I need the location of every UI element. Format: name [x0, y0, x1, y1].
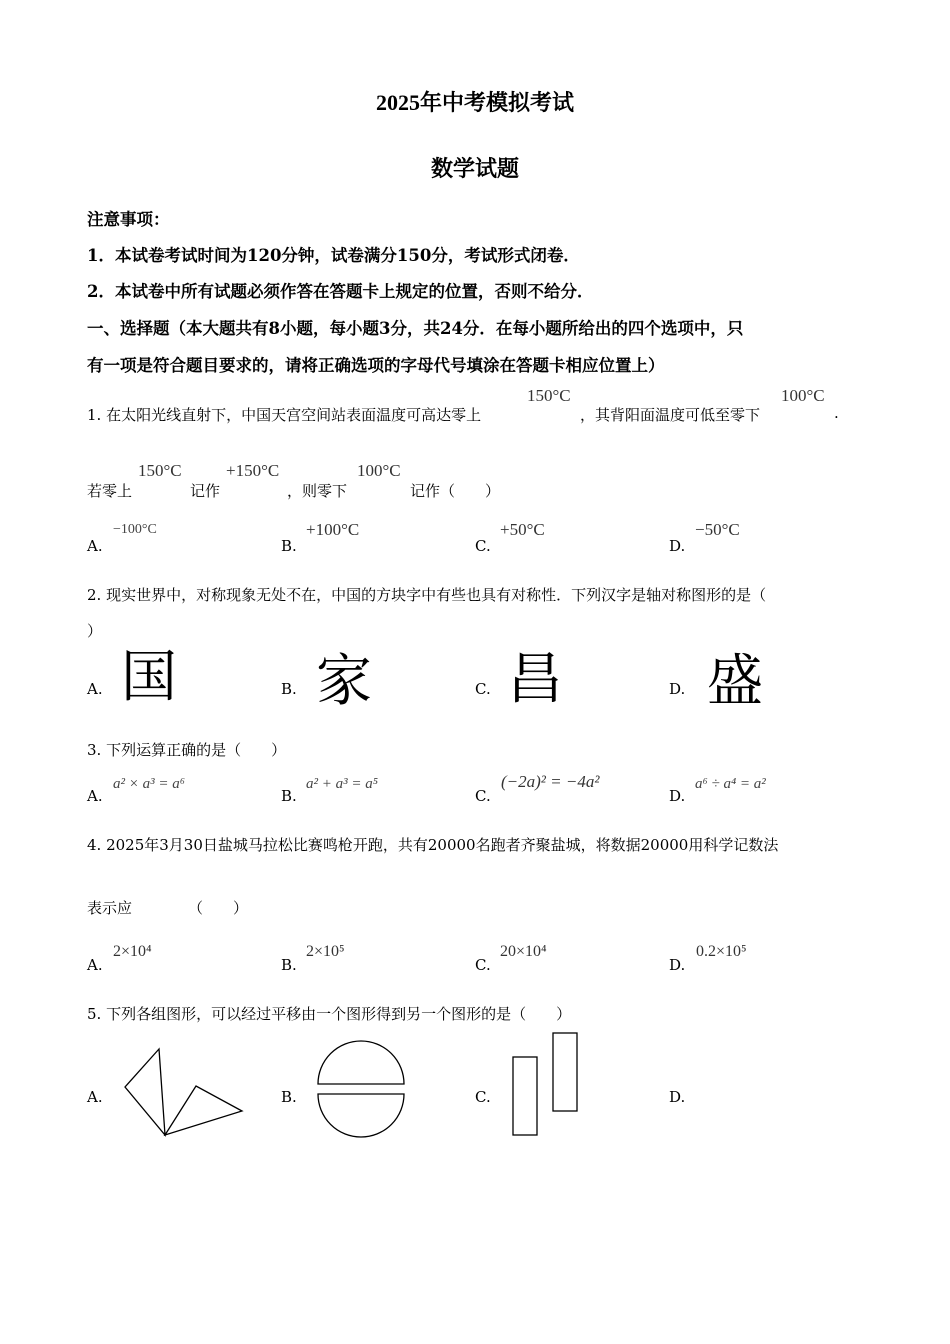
exam-title: 2025年中考模拟考试 — [375, 90, 574, 115]
q1-option-b-value: +100°C — [306, 520, 360, 539]
notice-heading: 注意事项： — [87, 210, 170, 229]
q3-option-a-label[interactable]: A. — [87, 787, 103, 805]
q4-option-c-label[interactable]: C. — [475, 956, 491, 974]
q4-text: 4. 2025年3月30日盐城马拉松比赛鸣枪开跑，共有20000名跑者齐聚盐城，将数据20000用科学记数法 — [87, 836, 779, 854]
q1-line2-c: ，则零下 — [287, 482, 348, 500]
q1-line2-d: 记作（ ） — [410, 482, 501, 500]
q3-option-c-expr: (−2a)² = −4a² — [501, 772, 600, 791]
q2-option-b-label[interactable]: B. — [281, 680, 297, 698]
q2-option-c-label[interactable]: C. — [475, 680, 491, 698]
q5-rectangle-2 — [553, 1033, 577, 1111]
q5-semicircle-bottom — [318, 1094, 404, 1137]
q5-figure-c-rectangles — [508, 1030, 584, 1142]
q1-option-c-label[interactable]: C. — [475, 537, 491, 555]
exam-subtitle: 数学试题 — [430, 156, 519, 181]
q4-option-b-expr: 2×10⁵ — [306, 943, 345, 960]
q2-option-a-char: 国 — [121, 645, 177, 710]
notice-item-1: 1．本试卷考试时间为120分钟，试卷满分150分，考试形式闭卷． — [87, 246, 580, 265]
q5-option-c-label[interactable]: C. — [475, 1088, 491, 1106]
q4-option-a-label[interactable]: A. — [87, 956, 103, 974]
q5-option-d-label[interactable]: D. — [669, 1088, 686, 1106]
q2-option-d-char: 盛 — [707, 649, 763, 714]
q5-triangle-1 — [125, 1049, 165, 1135]
q1-text-c: . — [834, 404, 839, 422]
q1-text-b: ，其背阳面温度可低至零下 — [580, 406, 761, 424]
q5-text: 5. 下列各组图形，可以经过平移由一个图形得到另一个图形的是（ ） — [87, 1005, 572, 1023]
q1-value-4: +150°C — [226, 461, 280, 480]
q5-option-b-label[interactable]: B. — [281, 1088, 297, 1106]
q3-text: 3. 下列运算正确的是（ ） — [87, 741, 287, 759]
q2-option-d-label[interactable]: D. — [669, 680, 686, 698]
q1-line2-a: 若零上 — [87, 482, 133, 500]
q1-option-b-label[interactable]: B. — [281, 537, 297, 555]
q2-option-c-char: 昌 — [507, 647, 563, 712]
notice-item-2: 2．本试卷中所有试题必须作答在答题卡上规定的位置，否则不给分． — [87, 282, 594, 301]
q4-option-a-expr: 2×10⁴ — [113, 943, 152, 960]
q3-option-a-expr: a² × a³ = a⁶ — [113, 776, 185, 792]
q1-option-d-value: −50°C — [695, 520, 740, 539]
q5-triangle-2 — [165, 1086, 242, 1135]
section-heading-line2: 有一项是符合题目要求的，请将正确选项的字母代号填涂在答题卡相应位置上） — [87, 356, 665, 375]
q4-text-2: 表示应 — [87, 899, 133, 917]
q1-value-1: 150°C — [527, 386, 571, 405]
q4-option-b-label[interactable]: B. — [281, 956, 297, 974]
q5-figure-b-split-circle — [314, 1036, 408, 1140]
q2-option-a-label[interactable]: A. — [87, 680, 103, 698]
q1-option-d-label[interactable]: D. — [669, 537, 686, 555]
q5-semicircle-top — [318, 1041, 404, 1084]
q4-option-c-expr: 20×10⁴ — [500, 943, 547, 960]
q1-value-2: 100°C — [781, 386, 825, 405]
q1-line2-b: 记作 — [190, 482, 221, 500]
q4-option-d-expr: 0.2×10⁵ — [696, 943, 747, 960]
section-heading-line1: 一、选择题（本大题共有8小题，每小题3分，共24分．在每小题所给出的四个选项中，只 — [87, 319, 744, 338]
q2-text: 2. 现实世界中，对称现象无处不在，中国的方块字中有些也具有对称性．下列汉字是轴对称图形的是（ — [87, 586, 767, 604]
q3-option-d-label[interactable]: D. — [669, 787, 686, 805]
q1-text-a: 1. 在太阳光线直射下，中国天宫空间站表面温度可高达零上 — [87, 406, 482, 424]
q1-option-c-value: +50°C — [500, 520, 545, 539]
q5-figure-a-triangles — [118, 1043, 250, 1143]
q5-option-a-label[interactable]: A. — [87, 1088, 103, 1106]
q1-option-a-label[interactable]: A. — [87, 537, 103, 555]
q2-text-2: ） — [87, 622, 103, 640]
q3-option-c-label[interactable]: C. — [475, 787, 491, 805]
q2-option-b-char: 家 — [316, 649, 372, 714]
q4-blank: （ ） — [188, 899, 249, 917]
q4-option-d-label[interactable]: D. — [669, 956, 686, 974]
q5-rectangle-1 — [513, 1057, 537, 1135]
q1-option-a-value: −100°C — [113, 522, 157, 537]
q3-option-b-label[interactable]: B. — [281, 787, 297, 805]
q3-option-b-expr: a² + a³ = a⁵ — [306, 776, 378, 792]
q3-option-d-expr: a⁶ ÷ a⁴ = a² — [695, 776, 766, 792]
q1-value-5: 100°C — [357, 461, 401, 480]
q1-value-3: 150°C — [138, 461, 182, 480]
